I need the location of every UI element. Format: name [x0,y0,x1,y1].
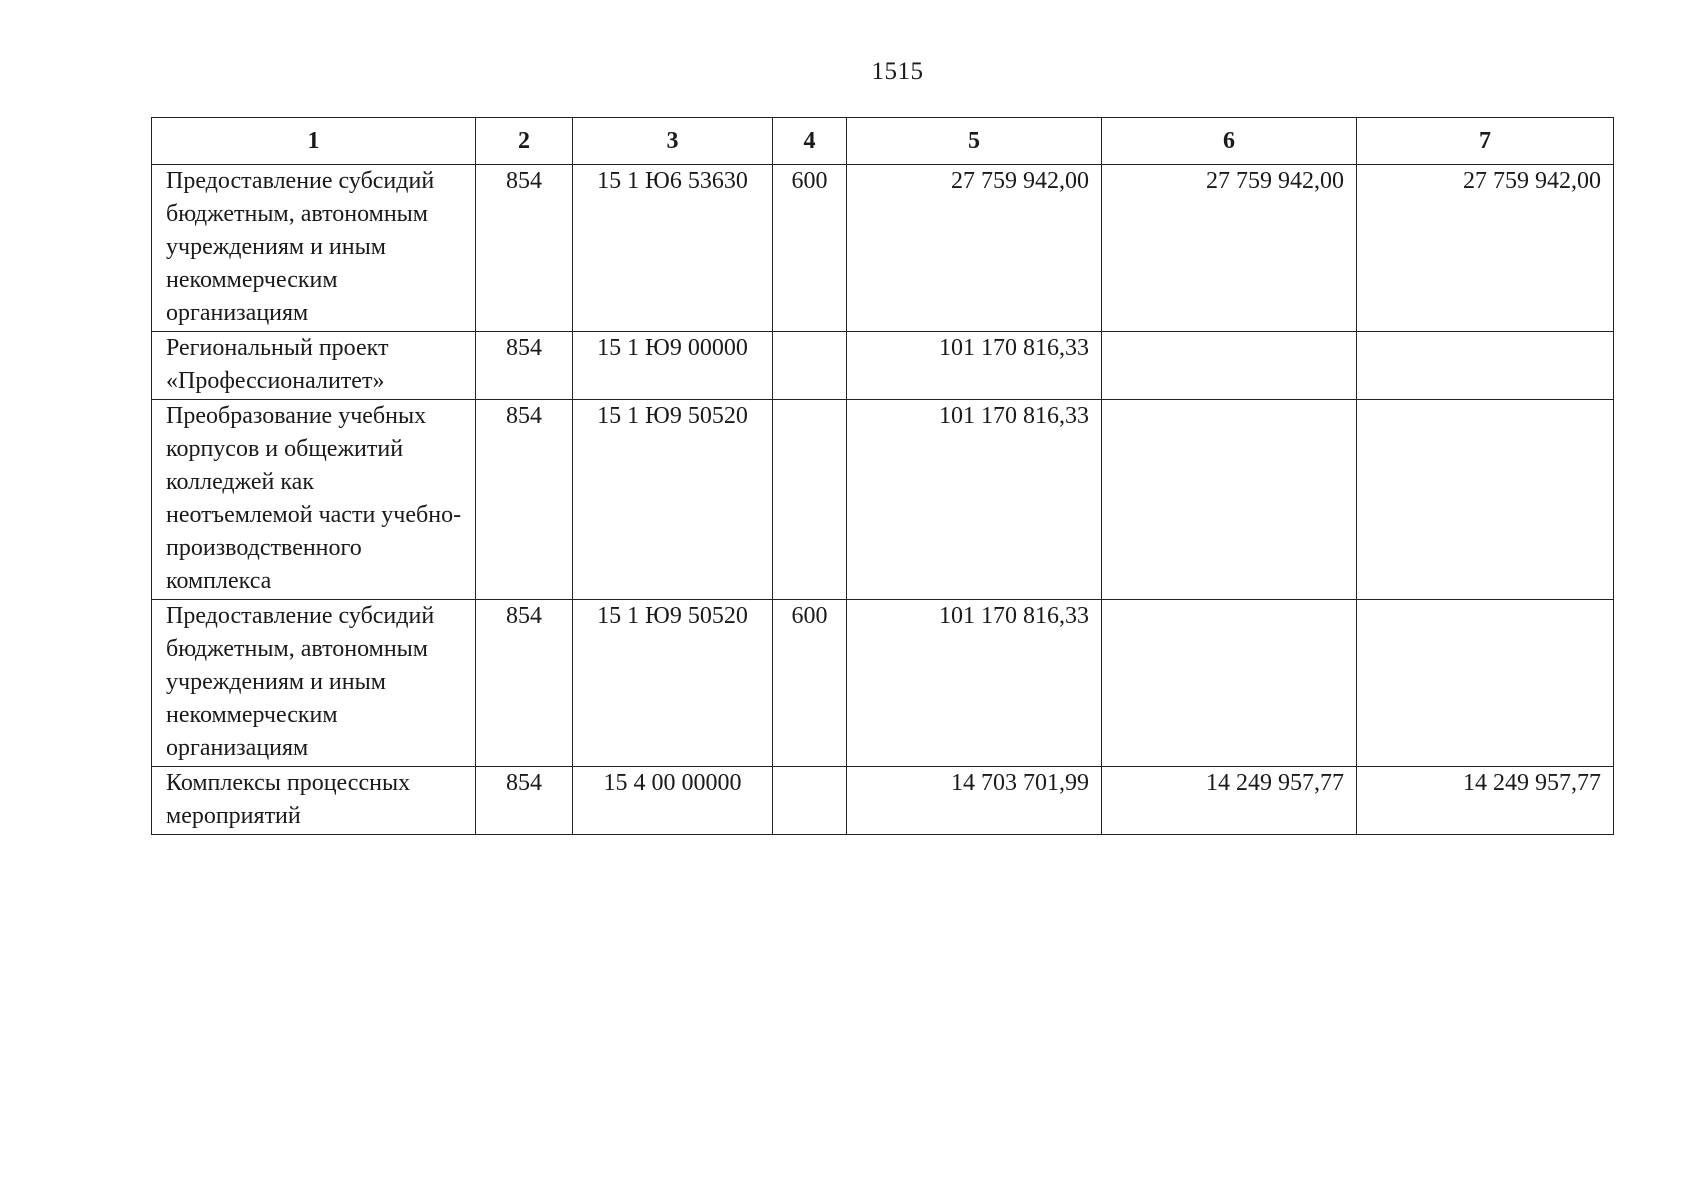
row-target: 15 4 00 00000 [573,767,773,835]
column-header-4: 4 [773,118,847,165]
row-sum-2: 14 249 957,77 [1102,767,1357,835]
column-header-1: 1 [152,118,476,165]
row-type: 600 [773,165,847,332]
row-name: Предоставление субсидий бюджетным, автономным учреждениям и иным некоммерческим организациям [152,600,476,767]
row-type [773,400,847,600]
row-sum-1: 14 703 701,99 [847,767,1102,835]
table-row [152,165,1614,332]
row-sum-2 [1102,332,1357,400]
row-sum-3: 27 759 942,00 [1357,165,1614,332]
row-sum-3 [1357,332,1614,400]
row-sum-3 [1357,600,1614,767]
row-name: Преобразование учебных корпусов и общежитий колледжей как неотъемлемой части учебно-производственного комплекса [152,400,476,600]
column-header-7: 7 [1357,118,1614,165]
row-target: 15 1 Ю9 00000 [573,332,773,400]
table-row [152,400,1614,600]
row-code: 854 [476,400,573,600]
row-code: 854 [476,165,573,332]
row-code: 854 [476,767,573,835]
row-name: Комплексы процессных мероприятий [152,767,476,835]
row-sum-1: 101 170 816,33 [847,400,1102,600]
row-target: 15 1 Ю6 53630 [573,165,773,332]
row-code: 854 [476,600,573,767]
row-sum-3 [1357,400,1614,600]
row-name: Предоставление субсидий бюджетным, автономным учреждениям и иным некоммерческим организациям [152,165,476,332]
page-number: 1515 [871,58,924,85]
row-sum-2 [1102,400,1357,600]
column-header-3: 3 [573,118,773,165]
column-header-5: 5 [847,118,1102,165]
table-header-row [152,118,1614,165]
row-sum-2 [1102,600,1357,767]
row-type [773,767,847,835]
column-header-2: 2 [476,118,573,165]
row-sum-3: 14 249 957,77 [1357,767,1614,835]
row-target: 15 1 Ю9 50520 [573,600,773,767]
table-row [152,767,1614,835]
row-type [773,332,847,400]
row-code: 854 [476,332,573,400]
row-name: Региональный проект «Профессионалитет» [152,332,476,400]
table-row [152,332,1614,400]
row-sum-1: 101 170 816,33 [847,332,1102,400]
budget-table [151,117,1614,835]
table-row [152,600,1614,767]
row-target: 15 1 Ю9 50520 [573,400,773,600]
row-sum-2: 27 759 942,00 [1102,165,1357,332]
row-sum-1: 101 170 816,33 [847,600,1102,767]
row-type: 600 [773,600,847,767]
column-header-6: 6 [1102,118,1357,165]
row-sum-1: 27 759 942,00 [847,165,1102,332]
